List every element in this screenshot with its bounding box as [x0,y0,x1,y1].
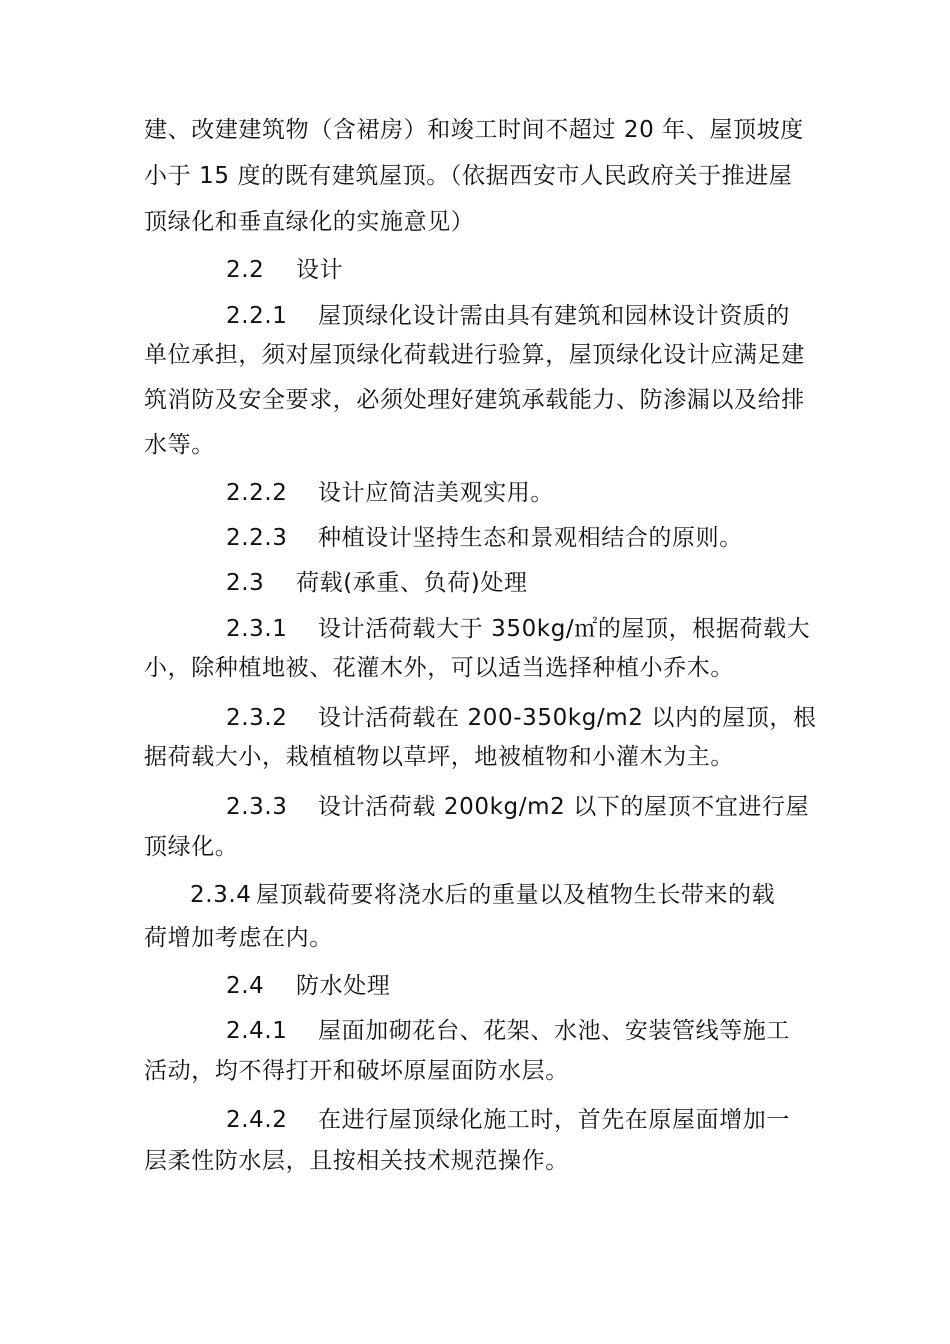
body-text-line: 建、改建建筑物（含裙房）和竣工时间不超过 20 年、屋顶坡度 [144,117,804,143]
clause-first-line [226,792,809,822]
clause-first-line [226,703,817,733]
section-heading [226,568,528,598]
clause-text: 设计应简洁美观实用。 [318,480,554,506]
clause-number: 2.3.1 [226,616,288,642]
body-text-line: 层柔性防水层，且按相关技术规范操作。 [144,1148,569,1174]
body-text-line: 单位承担，须对屋顶绿化荷载进行验算，屋顶绿化设计应满足建 [144,342,805,368]
body-text-line: 顶绿化。 [144,834,239,860]
clause-text: 在进行屋顶绿化施工时，首先在原屋面增加一 [318,1107,790,1133]
body-text-line: 据荷载大小，栽植植物以草坪，地被植物和小灌木为主。 [144,744,734,770]
clause-text: 屋顶载荷要将浇水后的重量以及植物生长带来的载 [256,882,776,908]
clause-text: 屋面加砌花台、花架、水池、安装管线等施工 [318,1018,790,1044]
clause-number: 2.3.3 [226,794,288,820]
section-number: 2.4 [226,973,265,999]
section-number: 2.2 [226,257,265,283]
clause-first-line [190,880,775,910]
clause-text: 设计活荷载大于 350kg/㎡的屋顶，根据荷载大 [318,616,811,642]
clause-text: 种植设计坚持生态和景观相结合的原则。 [318,525,743,551]
clause-number: 2.2.2 [226,480,288,506]
clause-number: 2.4.1 [226,1018,288,1044]
body-text-line: 水等。 [144,432,215,458]
section-number: 2.3 [226,570,265,596]
body-text-line: 小于 15 度的既有建筑屋顶。（依据西安市人民政府关于推进屋 [144,163,793,189]
clause-first-line [226,1105,790,1135]
body-text-line: 顶绿化和垂直绿化的实施意见） [144,209,475,235]
clause-number: 2.3.2 [226,705,288,731]
clause-number: 2.4.2 [226,1107,288,1133]
body-text-line: 活动，均不得打开和破坏原屋面防水层。 [144,1058,569,1084]
clause-text: 屋顶绿化设计需由具有建筑和园林设计资质的 [318,303,790,329]
clause-first-line [226,301,790,331]
clause-line [226,523,743,553]
clause-first-line [226,1016,790,1046]
clause-text: 设计活荷载在 200-350kg/m2 以内的屋顶，根 [318,705,817,731]
section-heading [226,255,343,285]
section-title: 防水处理 [296,973,391,999]
clause-number: 2.2.3 [226,525,288,551]
clause-first-line [226,614,810,644]
section-title: 设计 [296,257,344,283]
clause-number: 2.3.4 [190,882,252,908]
clause-number: 2.2.1 [226,303,288,329]
body-text-line: 筑消防及安全要求，必须处理好建筑承载能力、防渗漏以及给排 [144,387,805,413]
clause-line [226,478,554,508]
section-heading [226,971,390,1001]
body-text-line: 荷增加考虑在内。 [144,925,333,951]
clause-text: 设计活荷载 200kg/m2 以下的屋顶不宜进行屋 [318,794,810,820]
section-title: 荷载(承重、负荷)处理 [296,570,528,596]
body-text-line: 小，除种植地被、花灌木外，可以适当选择种植小乔木。 [144,655,734,681]
